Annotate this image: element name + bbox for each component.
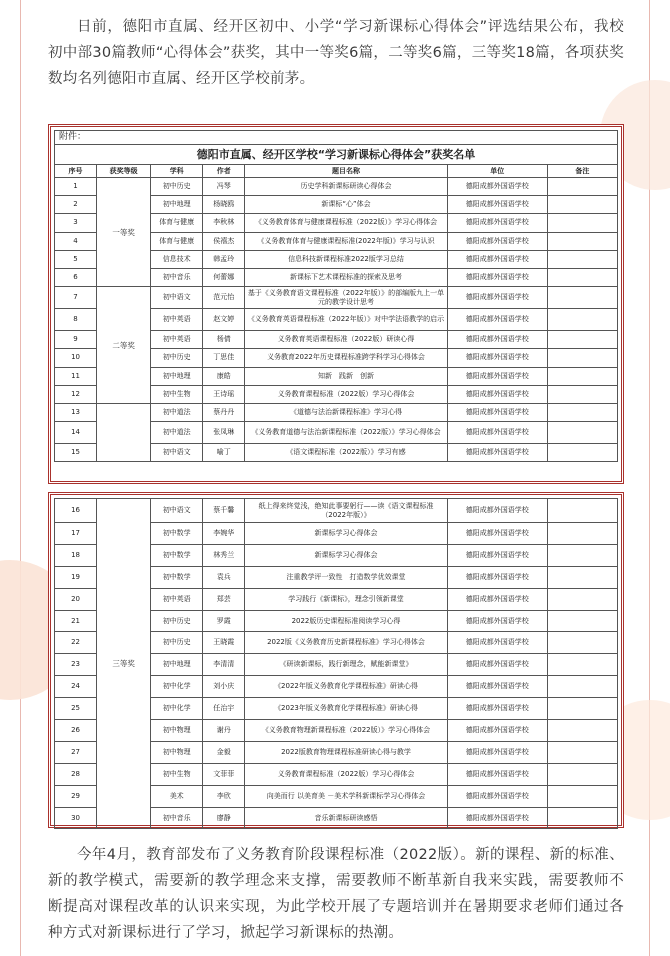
cell-no: 11 [55, 367, 97, 385]
cell-subject: 体育与健康 [151, 214, 203, 232]
cell-award-level: 三等奖 [97, 499, 151, 829]
cell-note [547, 367, 617, 385]
cell-subject: 初中语文 [151, 499, 203, 523]
cell-note [547, 610, 617, 632]
cell-no: 17 [55, 523, 97, 545]
table-title: 德阳市直属、经开区学校“学习新课标心得体会”获奖名单 [55, 145, 618, 165]
cell-unit: 德阳成都外国语学校 [447, 331, 547, 349]
cell-note [547, 763, 617, 785]
cell-topic: 2022版《义务教育历史新课程标准》学习心得体会 [245, 632, 447, 654]
cell-subject: 美术 [151, 785, 203, 807]
cell-no: 2 [55, 196, 97, 214]
award-table-image-2 [48, 492, 624, 828]
cell-unit: 德阳成都外国语学校 [447, 403, 547, 421]
cell-note [547, 741, 617, 763]
cell-no: 18 [55, 544, 97, 566]
attachment-label: 附件： [55, 131, 618, 145]
cell-no: 8 [55, 309, 97, 331]
cell-no: 16 [55, 499, 97, 523]
cell-no: 30 [55, 807, 97, 829]
cell-no: 22 [55, 632, 97, 654]
cell-topic: 《道德与法治新课程标准》学习心得 [245, 403, 447, 421]
cell-unit: 德阳成都外国语学校 [447, 807, 547, 829]
cell-unit: 德阳成都外国语学校 [447, 544, 547, 566]
cell-topic: 新课标学习心得体会 [245, 544, 447, 566]
cell-author: 袁兵 [203, 566, 245, 588]
cell-unit: 德阳成都外国语学校 [447, 178, 547, 196]
table-row [55, 403, 618, 421]
cell-author: 廖静 [203, 807, 245, 829]
cell-author: 文菲菲 [203, 763, 245, 785]
cell-topic: 学习践行《新课标》，理念引领新课堂 [245, 588, 447, 610]
cell-author: 李婉华 [203, 523, 245, 545]
cell-unit: 德阳成都外国语学校 [447, 523, 547, 545]
cell-subject: 初中音乐 [151, 268, 203, 286]
cell-author: 喻丁 [203, 444, 245, 462]
header-topic: 题目名称 [245, 165, 447, 178]
header-unit: 单位 [447, 165, 547, 178]
cell-note [547, 232, 617, 250]
cell-topic: 《义务教育英语课程标准（2022年版）》对中学法语教学的启示 [245, 309, 447, 331]
cell-unit: 德阳成都外国语学校 [447, 676, 547, 698]
cell-topic: 《义务教育体育与健康课程标准（2022版）》学习心得体会 [245, 214, 447, 232]
cell-note [547, 444, 617, 462]
header-note: 备注 [547, 165, 617, 178]
cell-author: 张凤琳 [203, 422, 245, 444]
cell-author: 何蕾娜 [203, 268, 245, 286]
cell-subject: 初中道法 [151, 422, 203, 444]
cell-author: 李秋林 [203, 214, 245, 232]
cell-no: 6 [55, 268, 97, 286]
cell-note [547, 178, 617, 196]
cell-note [547, 720, 617, 742]
cell-topic: 义务教育英语课程标准（2022版）研读心得 [245, 331, 447, 349]
cell-unit: 德阳成都外国语学校 [447, 698, 547, 720]
cell-no: 21 [55, 610, 97, 632]
cell-author: 康皓 [203, 367, 245, 385]
cell-unit: 德阳成都外国语学校 [447, 741, 547, 763]
cell-author: 蔡千馨 [203, 499, 245, 523]
award-table-image-1 [48, 124, 624, 484]
cell-author: 任治宇 [203, 698, 245, 720]
cell-note [547, 544, 617, 566]
cell-subject: 初中语文 [151, 287, 203, 309]
cell-unit: 德阳成都外国语学校 [447, 309, 547, 331]
cell-note [547, 214, 617, 232]
cell-unit: 德阳成都外国语学校 [447, 654, 547, 676]
cell-subject: 初中数学 [151, 544, 203, 566]
cell-unit: 德阳成都外国语学校 [447, 499, 547, 523]
cell-award-level [97, 403, 151, 461]
cell-topic: 音乐新课标研读感悟 [245, 807, 447, 829]
cell-topic: 义务教育2022年历史课程标准跨学科学习心得体会 [245, 349, 447, 367]
cell-subject: 初中物理 [151, 741, 203, 763]
cell-unit: 德阳成都外国语学校 [447, 367, 547, 385]
cell-note [547, 331, 617, 349]
cell-unit: 德阳成都外国语学校 [447, 422, 547, 444]
cell-award-level: 一等奖 [97, 178, 151, 287]
cell-subject: 初中英语 [151, 588, 203, 610]
cell-no: 12 [55, 385, 97, 403]
cell-note [547, 196, 617, 214]
cell-topic: 历史学科新课标研读心得体会 [245, 178, 447, 196]
cell-subject: 初中生物 [151, 763, 203, 785]
cell-no: 7 [55, 287, 97, 309]
cell-note [547, 676, 617, 698]
cell-no: 19 [55, 566, 97, 588]
cell-topic: 《义务教育道德与法治新课程标准（2022版）》学习心得体会 [245, 422, 447, 444]
cell-author: 林秀兰 [203, 544, 245, 566]
cell-unit: 德阳成都外国语学校 [447, 566, 547, 588]
cell-note [547, 698, 617, 720]
cell-subject: 初中生物 [151, 385, 203, 403]
cell-no: 15 [55, 444, 97, 462]
cell-subject: 初中英语 [151, 331, 203, 349]
cell-topic: 新课标学习心得体会 [245, 523, 447, 545]
table-row [55, 287, 618, 309]
cell-no: 25 [55, 698, 97, 720]
cell-subject: 初中物理 [151, 720, 203, 742]
cell-no: 29 [55, 785, 97, 807]
cell-no: 20 [55, 588, 97, 610]
cell-no: 27 [55, 741, 97, 763]
cell-note [547, 807, 617, 829]
cell-note [547, 422, 617, 444]
cell-author: 杨倩 [203, 331, 245, 349]
cell-author: 谢丹 [203, 720, 245, 742]
cell-no: 4 [55, 232, 97, 250]
cell-unit: 德阳成都外国语学校 [447, 763, 547, 785]
cell-topic: 纸上得来终觉浅，绝知此事要躬行——读《语文课程标准（2022年版）》 [245, 499, 447, 523]
cell-no: 24 [55, 676, 97, 698]
cell-subject: 初中化学 [151, 676, 203, 698]
cell-no: 26 [55, 720, 97, 742]
header-author: 作者 [203, 165, 245, 178]
cell-topic: 《2023年版义务教育化学课程标准》研读心得 [245, 698, 447, 720]
cell-subject: 初中数学 [151, 523, 203, 545]
cell-note [547, 349, 617, 367]
cell-topic: 《义务教育体育与健康课程标准(2022年版)》学习与认识 [245, 232, 447, 250]
cell-no: 5 [55, 250, 97, 268]
cell-subject: 初中历史 [151, 349, 203, 367]
cell-author: 罗霞 [203, 610, 245, 632]
cell-author: 丁思佳 [203, 349, 245, 367]
cell-subject: 初中历史 [151, 178, 203, 196]
cell-subject: 初中历史 [151, 632, 203, 654]
cell-author: 赵文婷 [203, 309, 245, 331]
cell-topic: 信息科技新课程标准2022版学习总结 [245, 250, 447, 268]
cell-no: 13 [55, 403, 97, 421]
cell-unit: 德阳成都外国语学校 [447, 444, 547, 462]
cell-topic: 《研读新课标，践行新理念，赋能新课堂》 [245, 654, 447, 676]
cell-note [547, 268, 617, 286]
cell-unit: 德阳成都外国语学校 [447, 232, 547, 250]
cell-author: 王诗瑶 [203, 385, 245, 403]
cell-topic: 《义务教育物理新课程标准（2022版）》学习心得体会 [245, 720, 447, 742]
cell-author: 刘小庆 [203, 676, 245, 698]
award-table-part-1 [54, 130, 618, 462]
cell-author: 冯琴 [203, 178, 245, 196]
cell-topic: 《语文课程标准（2022版）》学习有感 [245, 444, 447, 462]
cell-unit: 德阳成都外国语学校 [447, 385, 547, 403]
cell-note [547, 588, 617, 610]
cell-no: 23 [55, 654, 97, 676]
cell-unit: 德阳成都外国语学校 [447, 785, 547, 807]
cell-subject: 初中地理 [151, 367, 203, 385]
cell-subject: 初中英语 [151, 309, 203, 331]
cell-author: 范元怡 [203, 287, 245, 309]
cell-unit: 德阳成都外国语学校 [447, 588, 547, 610]
cell-no: 9 [55, 331, 97, 349]
cell-unit: 德阳成都外国语学校 [447, 632, 547, 654]
cell-subject: 初中化学 [151, 698, 203, 720]
cell-author: 李清清 [203, 654, 245, 676]
cell-author: 蔡丹丹 [203, 403, 245, 421]
cell-subject: 体育与健康 [151, 232, 203, 250]
header-subject: 学科 [151, 165, 203, 178]
cell-unit: 德阳成都外国语学校 [447, 720, 547, 742]
cell-topic: 注重教学评一致性 打造数学优效课堂 [245, 566, 447, 588]
intro-paragraph: 日前，德阳市直属、经开区初中、小学“学习新课标心得体会”评选结果公布，我校初中部30篇教师“心得体会”获奖，其中一等奖6篇，二等奖6篇，三等奖18篇，各项获奖数均名列德阳市直属、经开区学校前茅。 [48, 19, 624, 87]
table-row [55, 178, 618, 196]
cell-note [547, 385, 617, 403]
cell-note [547, 523, 617, 545]
cell-no: 1 [55, 178, 97, 196]
cell-author: 韩孟玲 [203, 250, 245, 268]
closing-paragraph: 今年4月，教育部发布了义务教育阶段课程标准（2022版）。新的课程、新的标准、新的教学模式，需要新的教学理念来支撑，需要教师不断革新自我来实践，需要教师不断提高对课程改革的认识来实现，为此学校开展了专题培训并在暑期要求老师们通过各种方式对新课标进行了学习，掀起学习新课标的热潮。 [48, 847, 624, 941]
cell-subject: 初中道法 [151, 403, 203, 421]
table-row [55, 499, 618, 523]
cell-topic: 基于《义务教育语文课程标准（2022年版）》的部编版九上一单元的教学设计思考 [245, 287, 447, 309]
cell-subject: 信息技术 [151, 250, 203, 268]
cell-unit: 德阳成都外国语学校 [447, 196, 547, 214]
cell-unit: 德阳成都外国语学校 [447, 610, 547, 632]
cell-author: 侯禧杰 [203, 232, 245, 250]
header-no: 序号 [55, 165, 97, 178]
cell-topic: 知新 践新 创新 [245, 367, 447, 385]
cell-subject: 初中地理 [151, 654, 203, 676]
cell-note [547, 632, 617, 654]
left-border-line [20, 0, 21, 956]
cell-author: 金毅 [203, 741, 245, 763]
cell-note [547, 287, 617, 309]
cell-note [547, 250, 617, 268]
cell-note [547, 309, 617, 331]
cell-author: 王晓霞 [203, 632, 245, 654]
cell-note [547, 403, 617, 421]
cell-author: 杨晓鸥 [203, 196, 245, 214]
cell-topic: 2022版历史课程标准阅读学习心得 [245, 610, 447, 632]
cell-note [547, 785, 617, 807]
cell-note [547, 566, 617, 588]
cell-unit: 德阳成都外国语学校 [447, 268, 547, 286]
cell-no: 10 [55, 349, 97, 367]
cell-no: 28 [55, 763, 97, 785]
cell-subject: 初中历史 [151, 610, 203, 632]
cell-unit: 德阳成都外国语学校 [447, 349, 547, 367]
cell-topic: 新课标“心”体会 [245, 196, 447, 214]
cell-topic: 《2022年版义务教育化学课程标准》研读心得 [245, 676, 447, 698]
cell-unit: 德阳成都外国语学校 [447, 250, 547, 268]
cell-topic: 新课标下艺术课程标准的探索及思考 [245, 268, 447, 286]
cell-note [547, 654, 617, 676]
cell-unit: 德阳成都外国语学校 [447, 214, 547, 232]
cell-topic: 义务教育课程标准（2022版）学习心得体会 [245, 385, 447, 403]
cell-topic: 2022版教育物理课程标准研读心得与教学 [245, 741, 447, 763]
cell-topic: 义务教育课程标准（2022版）学习心得体会 [245, 763, 447, 785]
cell-author: 李欣 [203, 785, 245, 807]
cell-award-level: 二等奖 [97, 287, 151, 404]
cell-topic: 向美而行 以美育美 －美术学科新课标学习心得体会 [245, 785, 447, 807]
cell-note [547, 499, 617, 523]
cell-subject: 初中音乐 [151, 807, 203, 829]
cell-no: 3 [55, 214, 97, 232]
cell-subject: 初中语文 [151, 444, 203, 462]
cell-subject: 初中地理 [151, 196, 203, 214]
cell-author: 郑芸 [203, 588, 245, 610]
award-table-part-2 [54, 498, 618, 829]
cell-subject: 初中数学 [151, 566, 203, 588]
cell-no: 14 [55, 422, 97, 444]
header-level: 获奖等级 [97, 165, 151, 178]
cell-unit: 德阳成都外国语学校 [447, 287, 547, 309]
